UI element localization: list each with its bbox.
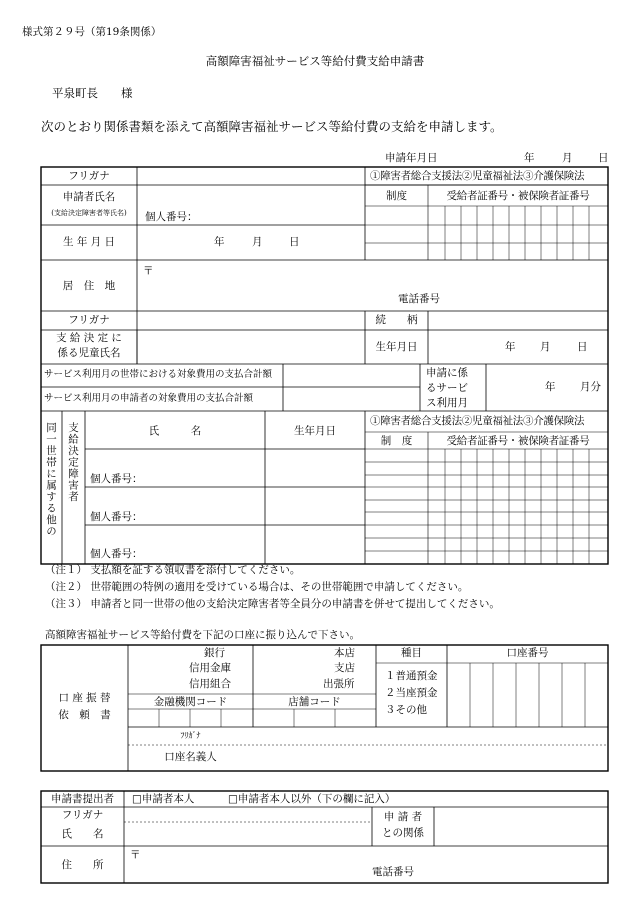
submitter-label: 申請書提出者 [51, 793, 114, 805]
bank-ginko: 銀行 [204, 647, 225, 659]
applicant-seido: 制度 [386, 190, 407, 202]
account-type-2: ２当座預金 [385, 687, 438, 699]
service-month-month: 月分 [580, 381, 601, 393]
applicant-name-sub: (支給決定障害者等氏名) [51, 209, 127, 217]
household-vertical-label-1: 同一世帯に属する他の [45, 422, 57, 537]
submitter-name-label: 氏 名 [61, 828, 104, 840]
holder-furigana-label: ﾌﾘｶﾞﾅ [180, 731, 201, 740]
applicant-name-label: 申請者氏名 [62, 191, 116, 203]
submitter-address-label: 住 所 [61, 859, 104, 871]
household-cost-label: サービス利用月の世帯における対象費用の支払合計額 [44, 369, 273, 380]
bank-shiten: 支店 [334, 662, 355, 674]
page-title: 高額障害福祉サービス等給付費支給申請書 [205, 54, 425, 68]
submitter-relation-label-1: 申 請 者 [383, 811, 423, 823]
child-dob-year: 年 [505, 341, 516, 353]
date-year: 年 [524, 152, 535, 164]
applicant-cost-label: サービス利用月の申請者の対象費用の支払合計額 [44, 393, 254, 404]
applicant-postal: 〒 [143, 265, 154, 277]
child-dob-day: 日 [577, 341, 588, 353]
bank-honten: 本店 [334, 647, 355, 659]
account-holder-label: 口座名義人 [164, 751, 217, 763]
household-cert-label: 受給者証番号・被保険者証番号 [446, 435, 590, 447]
applicant-dob-month: 月 [252, 236, 263, 248]
date-label: 申請年月日 [385, 152, 438, 164]
submitter-postal: 〒 [130, 849, 141, 861]
applicant-phone: 電話番号 [398, 293, 440, 305]
submitter-option-other[interactable]: □申請者本人以外（下の欄に記入） [228, 793, 396, 805]
household-dob-header: 生年月日 [294, 425, 336, 437]
date-month: 月 [562, 152, 573, 164]
household-law-line: ①障害者総合支援法②児童福祉法③介護保険法 [370, 415, 585, 427]
household-name-header: 氏 名 [148, 425, 202, 437]
applicant-law-line: ①障害者総合支援法②児童福祉法③介護保険法 [370, 170, 585, 182]
account-number-label: 口座番号 [506, 647, 549, 659]
bank-label-2: 依 頼 書 [58, 709, 111, 721]
household-vertical-label-2: 支給決定障害者 [67, 422, 79, 503]
service-month-label-1: 申請に係 [426, 367, 468, 379]
branch-code-label: 店舗コード [288, 696, 341, 708]
bank-kumiai: 信用組合 [189, 678, 231, 690]
account-type-1: １普通預金 [385, 670, 438, 682]
note-2: （注２） 世帯範囲の特例の適用を受けている場合は、その世帯範囲で申請してください。 [45, 581, 469, 593]
bank-shucho: 出張所 [323, 678, 355, 690]
child-relation-label: 続 柄 [375, 314, 418, 326]
child-dob-month: 月 [540, 341, 551, 353]
account-type-label: 種目 [401, 647, 422, 659]
applicant-dob-label: 生 年 月 日 [62, 236, 115, 248]
bank-code-label: 金融機関コード [153, 696, 228, 708]
bank-intro: 高額障害福祉サービス等給付費を下記の口座に振り込んで下さい。 [45, 629, 360, 641]
bank-shinkin: 信用金庫 [189, 662, 231, 674]
note-3: （注３） 申請者と同一世帯の他の支給決定障害者等全員分の申請書を併せて提出してください。 [45, 598, 500, 610]
service-month-label-3: ス利用月 [426, 397, 468, 409]
household-personal-number-3: 個人番号： [90, 548, 143, 560]
applicant-dob-day: 日 [289, 236, 300, 248]
note-1: （注１） 支払額を証する領収書を添付してください。 [45, 564, 301, 576]
addressee: 平泉町長 様 [52, 86, 133, 100]
child-label-2: 係る児童氏名 [57, 347, 121, 359]
applicant-dob-year: 年 [214, 236, 225, 248]
service-month-year: 年 [545, 381, 556, 393]
intro-text: 次のとおり関係書類を添えて高額障害福祉サービス等給付費の支給を申請します。 [41, 119, 503, 134]
child-furigana-label: フリガナ [68, 314, 110, 326]
child-label-1: 支 給 決 定 に [56, 332, 122, 344]
bank-label-1: 口 座 振 替 [58, 692, 111, 704]
submitter-relation-label-2: との関係 [382, 827, 424, 839]
service-month-label-2: るサービ [426, 382, 468, 394]
applicant-cert-label: 受給者証番号・被保険者証番号 [446, 190, 590, 202]
submitter-option-self[interactable]: □申請者本人 [132, 793, 195, 805]
applicant-personal-number: 個人番号： [145, 211, 198, 223]
date-day: 日 [598, 152, 609, 164]
child-dob-label: 生年月日 [375, 341, 418, 353]
account-type-3: ３その他 [385, 704, 427, 716]
household-personal-number-2: 個人番号： [90, 511, 143, 523]
household-seido: 制 度 [380, 435, 413, 447]
form-number: 様式第２９号（第19条関係） [22, 26, 162, 38]
applicant-furigana-label: フリガナ [68, 170, 110, 182]
household-personal-number-1: 個人番号： [90, 473, 143, 485]
submitter-phone: 電話番号 [372, 866, 414, 878]
submitter-furigana-label: フリガナ [61, 809, 104, 821]
applicant-address-label: 居 住 地 [62, 280, 116, 292]
